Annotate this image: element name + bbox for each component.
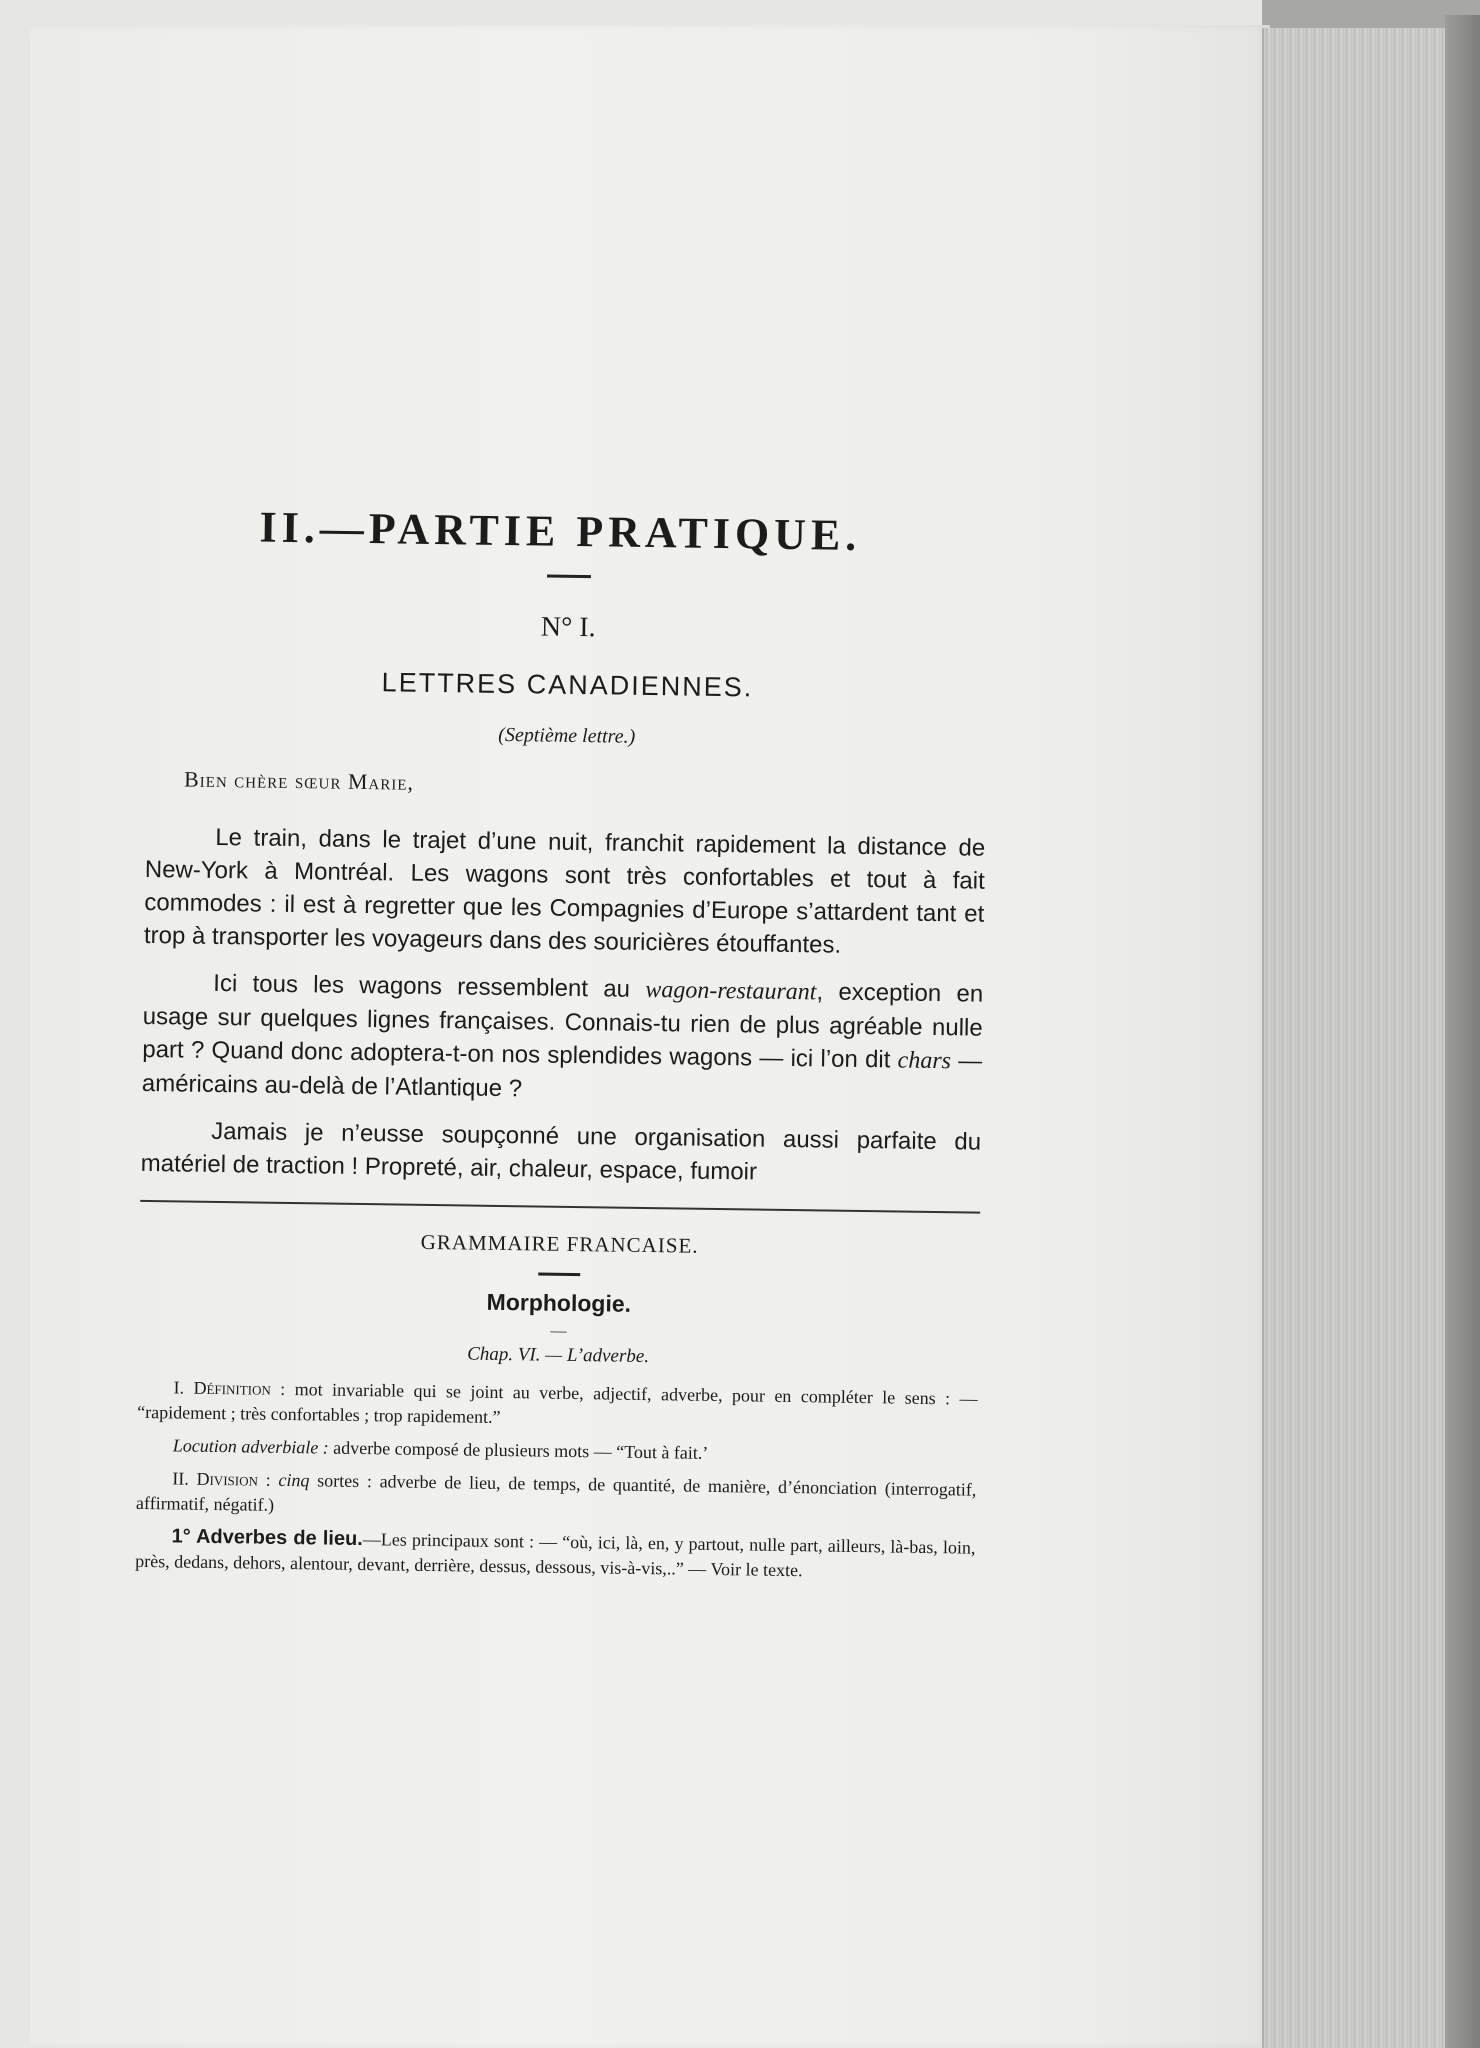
- paragraph-2-em-1: wagon-restaurant: [645, 976, 817, 1006]
- locution-text: adverbe composé de plusieurs mots — “Tout à fait.’: [333, 1437, 709, 1463]
- grammar-dash: —: [550, 1322, 567, 1340]
- paragraph-1-text: Le train, dans le trajet d’une nuit, franchit rapidement la distance de New-York à Montréal. Les wagons sont très confortables et tout à fait commodes : il est à regretter que les Compagnies d’Europe s’attardent tant et trop à transporter les voyageurs dans des souricières étouffantes.: [143, 823, 986, 959]
- definition-label: I. Définition :: [173, 1377, 286, 1399]
- grammar-definition: [137, 1375, 978, 1437]
- paragraph-2-em-2: chars: [897, 1047, 952, 1075]
- paragraph-2-post: — américains au-delà de l’Atlantique ?: [141, 1047, 983, 1103]
- page-content: [135, 500, 990, 1594]
- division-text: sortes : adverbe de lieu, de temps, de quantité, de manière, d’énonciation (interrogatif, affirmatif, négatif.): [135, 1470, 977, 1515]
- division-em: cinq: [278, 1469, 310, 1491]
- paragraph-3-text: Jamais je n’eusse soupçonné une organisation aussi parfaite du matériel de traction ! Propreté, air, chaleur, espace, fumoir: [140, 1117, 982, 1186]
- paragraph-3: [141, 1114, 982, 1192]
- grammar-title: GRAMMAIRE FRANCAISE.: [420, 1229, 699, 1258]
- letter-subtitle: (Septième lettre.): [498, 723, 636, 748]
- grammar-lieu: [135, 1524, 976, 1586]
- paragraph-2-mid: , exception en usage sur quelques lignes françaises. Connais-tu rien de plus agréable nulle part ? Quand donc adoptera-t-on nos splendides wagons — ici l’on dit: [142, 978, 984, 1074]
- lieu-text: —Les principaux sont : — “où, ici, là, en, y partout, nulle part, ailleurs, là-bas, loin, près, dedans, dehors, alentour, devant, derrière, dessus, dessous, vis-à-vis,..” — Voir le texte.: [135, 1529, 976, 1581]
- lieu-label: 1° Adverbes de lieu.: [171, 1525, 363, 1551]
- paragraph-2-pre: Ici tous les wagons ressemblent au: [213, 969, 646, 1003]
- book-spine-shadow: [1445, 15, 1480, 2048]
- grammar-rule: [538, 1272, 580, 1276]
- page-edges: [1262, 28, 1454, 2048]
- section-number: N° I.: [540, 611, 596, 644]
- paragraph-2: [142, 966, 984, 1112]
- title-rule: [547, 575, 591, 579]
- grammar-locution: [137, 1433, 977, 1470]
- chapter-title: Chap. VI. — L’adverbe.: [467, 1343, 650, 1368]
- paragraph-1: [144, 820, 986, 964]
- definition-text: mot invariable qui se joint au verbe, adjectif, adverbe, pour en compléter le sens : — “rapidement ; très confortables ; trop rapidement.”: [137, 1379, 978, 1427]
- division-label: II. Division :: [172, 1468, 271, 1490]
- part-title: II.—PARTIE PRATIQUE.: [259, 502, 862, 560]
- locution-label: Locution adverbiale :: [172, 1435, 329, 1458]
- section-title: LETTRES CANADIENNES.: [381, 667, 754, 703]
- salutation: Bien chère sœur Marie,: [183, 766, 415, 795]
- section-divider: [140, 1200, 980, 1214]
- grammar-subtitle: Morphologie.: [486, 1288, 632, 1317]
- grammar-division: [136, 1466, 977, 1528]
